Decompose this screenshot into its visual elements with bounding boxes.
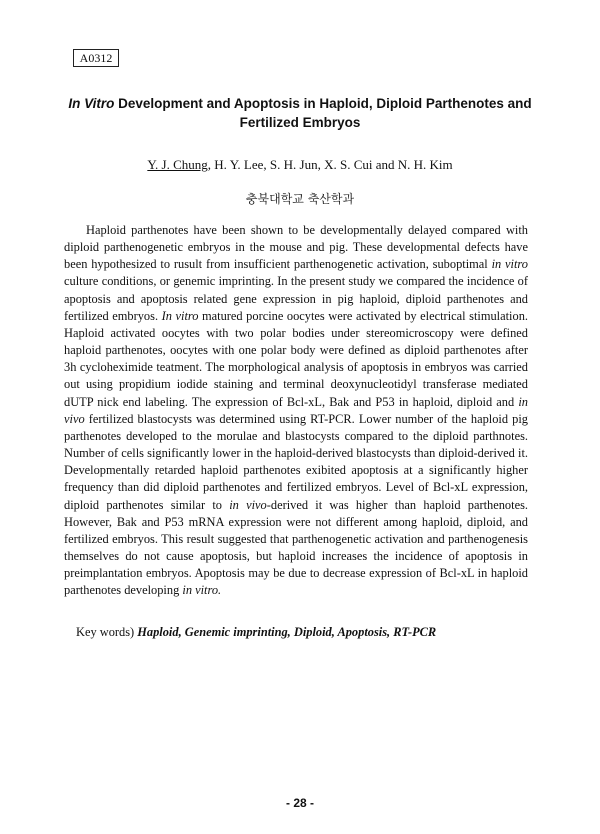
other-authors: , H. Y. Lee, S. H. Jun, X. S. Cui and N. H. Kim — [207, 157, 453, 172]
abstract-italic-run: in vivo — [229, 497, 267, 512]
abstract-italic-run: in vivo — [64, 394, 528, 426]
affiliation: 충북대학교 축산학과 — [245, 192, 355, 206]
paper-title — [40, 94, 560, 132]
abstract-body — [64, 222, 528, 599]
abstract-text-run: fertilized blastocysts was determined using RT-PCR. Lower number of the haploid pig parthenotes developed to the morulae and blastocysts compared to the diploid parthnotes. Number of cells significantly lower in the haploid-derived blastocysts than diploid-derived it. Developmentally retarded haploid parthenotes exibited apoptosis at a significantly higher frequency than did diploid parthenotes and fertilized embryos. Level of Bcl-xL expression, diploid parthenotes similar to — [64, 411, 528, 512]
abstract-italic-run: In vitro — [161, 308, 199, 323]
author-list — [40, 157, 560, 173]
title-rest: Development and Apoptosis in Haploid, Diploid Parthenotes and Fertilized Embryos — [114, 96, 532, 130]
page-number: - 28 - — [285, 796, 314, 810]
abstract-paragraph — [64, 222, 528, 599]
abstract-text-run: -derived it was higher than haploid parthenotes. However, Bak and P53 mRNA expression were not different among haploid, diploid, and fertilized embryos. This result suggested that parthenogenetic activation and parthenogenesis themselves do not cause apoptosis, but haploid increases the incidence of apoptosis in preimplantation embryos. Apoptosis may be due to decrease expression of Bcl-xL in haploid parthenotes developing — [64, 497, 528, 598]
abstract-italic-run: in vitro — [491, 257, 528, 272]
abstract-code-box: A0312 — [73, 49, 119, 67]
abstract-text-run: culture conditions, or genemic imprinting. In the present study we compared the incidence of apoptosis and apoptosis related gene expression in pig haploid, diploid parthenotes and fertilized embryos. — [64, 274, 528, 323]
keywords-terms: Haploid, Genemic imprinting, Diploid, Apoptosis, RT-PCR — [137, 625, 437, 639]
keywords-label: Key words) — [76, 625, 138, 639]
title-italic-part: In Vitro — [68, 96, 115, 111]
abstract-text-run: matured porcine oocytes were activated by electrical stimulation. Haploid activated oocytes with two polar bodies under stereomicroscopy were defined haploid parthenotes, oocytes with one polar body were defined as diploid parthenotes after 3h cycloheximide teatment. The morphological analysis of apoptosis in embryos was carried out using propidium iodide staining and terminal deoxynucleotidyl transferase mediated dUTP nick end labeling. The expression of Bcl-xL, Bak and P53 in haploid, diploid and — [64, 308, 528, 409]
abstract-italic-run: in vitro. — [182, 583, 222, 598]
abstract-text-run: Haploid parthenotes have been shown to be developmentally delayed compared with diploid parthenogenetic embryos in the mouse and pig. These developmental defects have been hypothesized to rusult from insufficient parthenogenetic activation, suboptimal — [64, 223, 528, 272]
keywords-line — [76, 624, 536, 640]
first-author: Y. J. Chung — [147, 157, 208, 172]
